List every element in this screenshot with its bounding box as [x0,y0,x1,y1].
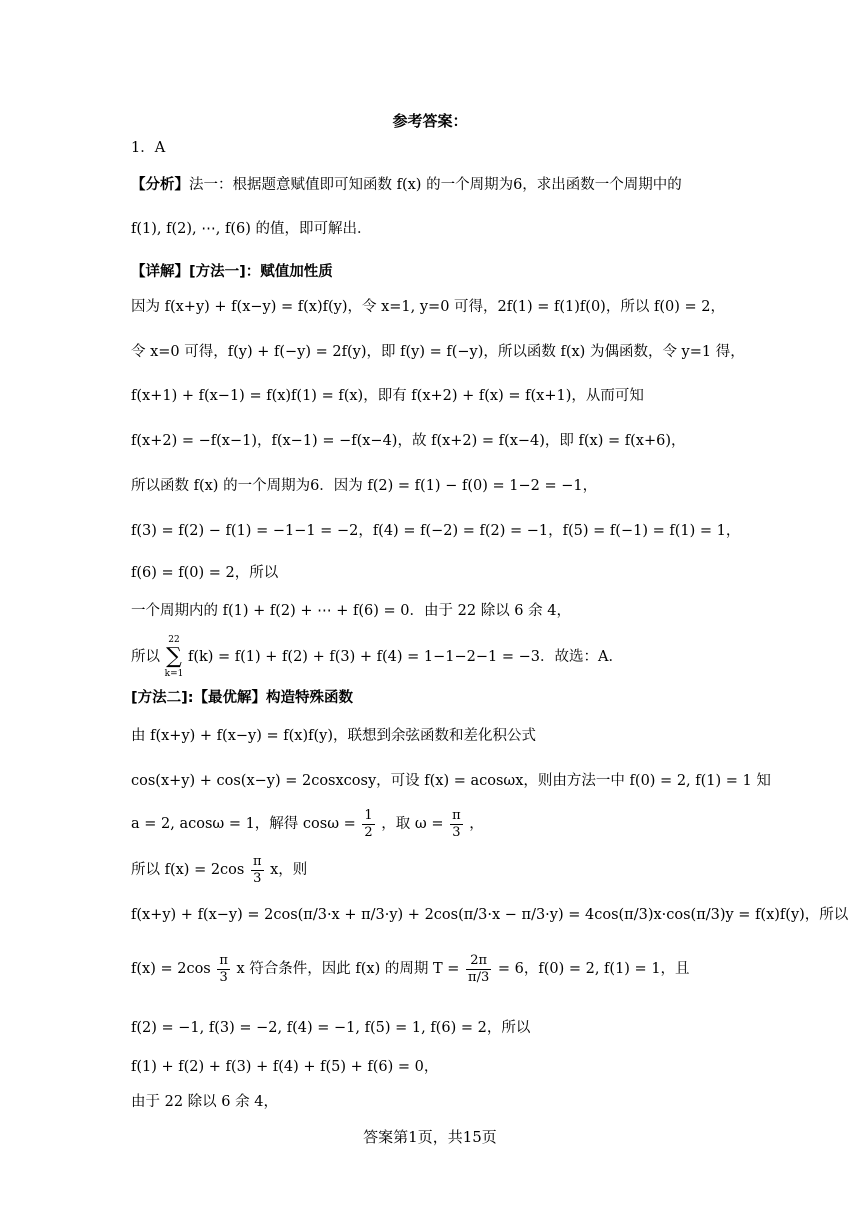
frac-denominator: π/3 [468,969,490,985]
line3-text-a: a = 2, acosω = 1，解得 cosω = [131,816,356,832]
page-title: 参考答案： [392,112,468,130]
frac-numerator: π [252,853,262,869]
frac-denominator: 3 [253,870,262,886]
sum-rest: f(k) = f(1) + f(2) + f(3) + f(4) = 1−1−2−1 = −3．故选：A． [187,649,623,665]
analysis-text-1: 法一：根据题意赋值即可知函数 f(x) 的一个周期为6，求出函数一个周期中的 [189,177,682,193]
frac-denominator: 2 [364,824,373,840]
line3-text-b: ，取 ω = [381,816,444,832]
sum-prefix: 所以 [131,649,160,665]
method1-line: 令 x=0 可得，f(y) + f(−y) = 2f(y)，即 f(y) = f(−y)，所以函数 f(x) 为偶函数，令 y=1 得， [131,344,745,360]
method2-line-3 [131,804,820,844]
method1-heading: 【详解】[方法一]：赋值加性质 [131,264,333,280]
fraction-period [466,953,491,986]
method1-line: f(x+2) = −f(x−1)，f(x−1) = −f(x−4)，故 f(x+2) = f(x−4)，即 f(x) = f(x+6)， [131,433,686,449]
fraction-pi-third [251,854,264,887]
frac-denominator: 3 [219,969,228,985]
fraction-pi-third [450,808,463,841]
frac-numerator: 1 [364,807,373,823]
frac-denominator: 3 [452,824,461,840]
fraction-pi-third [217,953,230,986]
method1-line: 因为 f(x+y) + f(x−y) = f(x)f(y)，令 x=1, y=0 可得，2f(1) = f(1)f(0)，所以 f(0) = 2， [131,299,725,315]
sum-line [131,634,820,680]
frac-numerator: π [219,952,228,968]
line4-text-a: 所以 f(x) = 2cos [131,862,245,878]
page-footer: 答案第1页，共15页 [363,1128,497,1146]
frac-numerator: 2π [466,953,491,970]
method1-line: 所以函数 f(x) 的一个周期为6．因为 f(2) = f(1) − f(0) = 1−2 = −1， [131,478,598,494]
analysis-line-2: f(1), f(2), ⋯, f(6) 的值，即可解出． [131,221,372,237]
summation-symbol [165,634,184,680]
line3-text-c: ， [469,816,484,832]
method2-line-7: f(2) = −1, f(3) = −2, f(4) = −1, f(5) = 1, f(6) = 2，所以 [131,1020,531,1036]
line6-text-a: f(x) = 2cos [131,961,211,977]
method2-line-9: 由于 22 除以 6 余 4， [131,1094,278,1110]
method2-line-4 [131,850,820,890]
method1-line: 一个周期内的 f(1) + f(2) + ⋯ + f(6) = 0．由于 22 除以 6 余 4， [131,603,571,619]
sigma-icon: ∑ [166,644,182,669]
method1-line: f(3) = f(2) − f(1) = −1−1 = −2，f(4) = f(−2) = f(2) = −1，f(5) = f(−1) = f(1) = 1， [131,523,741,539]
method2-line-2: cos(x+y) + cos(x−y) = 2cosxcosy，可设 f(x) = acosωx，则由方法一中 f(0) = 2, f(1) = 1 知 [131,773,771,789]
method2-heading: [方法二]:【最优解】构造特殊函数 [131,690,354,706]
fraction-one-half [362,808,374,841]
method2-line-8: f(1) + f(2) + f(3) + f(4) + f(5) + f(6) = 0， [131,1059,439,1075]
sum-upper: 22 [168,635,180,645]
line6-text-b: x 符合条件，因此 f(x) 的周期 T = [236,961,460,977]
sum-lower: k=1 [164,669,184,679]
line6-text-c: = 6，f(0) = 2, f(1) = 1，且 [497,961,690,977]
method1-line: f(6) = f(0) = 2，所以 [131,565,279,581]
method2-line-5: f(x+y) + f(x−y) = 2cos(π/3·x + π/3·y) + 2cos(π/3·x − π/3·y) = 4cos(π/3)x·cos(π/3)y = f(x)f(y)，所以 [131,907,849,923]
frac-numerator: π [452,807,461,823]
method1-line: f(x+1) + f(x−1) = f(x)f(1) = f(x)，即有 f(x+2) + f(x) = f(x+1)，从而可知 [131,388,644,404]
method2-line-1: 由 f(x+y) + f(x−y) = f(x)f(y)，联想到余弦函数和差化积公式 [131,728,536,744]
analysis-line-1 [131,175,820,195]
analysis-label: 【分析】 [131,177,189,193]
method2-line-6 [131,942,820,996]
line4-text-b: x，则 [270,862,308,878]
question-number: 1．A [131,140,166,156]
